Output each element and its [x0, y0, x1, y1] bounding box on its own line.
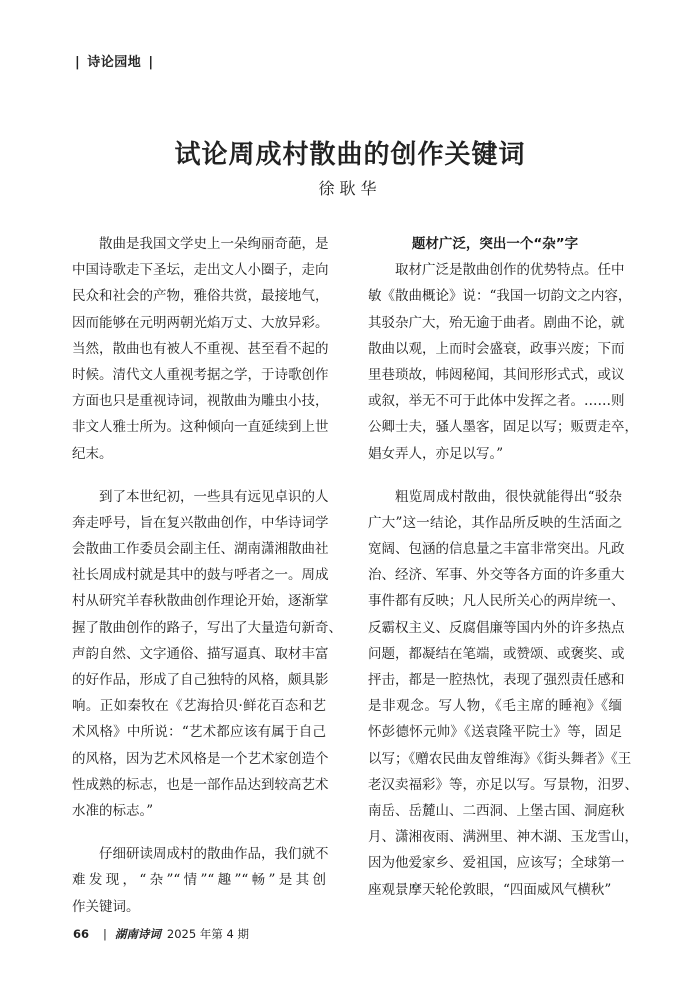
- article-author: 徐耿华: [318, 179, 382, 198]
- text-line: 娼女弄人，亦足以写。”: [368, 445, 504, 462]
- section-label-left-bar: |: [75, 55, 81, 70]
- text-line: 粗览周成村散曲，很快就能得出“驳杂: [395, 488, 622, 505]
- text-line: 社长周成村就是其中的鼓与呼者之一。周成: [72, 567, 329, 584]
- text-line: 或叙，举无不可于此体中发挥之者。……则: [368, 393, 625, 410]
- page-number: 66: [73, 927, 90, 941]
- text-line: 纪末。: [72, 445, 113, 462]
- paragraph: [72, 841, 329, 920]
- text-line: 抨击，都是一腔热忱，表现了强烈责任感和: [368, 672, 625, 688]
- text-line: 因而能够在元明两朝光焰万丈、大放异彩。: [72, 314, 329, 331]
- section-label-right-bar: |: [148, 55, 154, 70]
- text-line: 南岳、岳麓山、二西洞、上堡古国、洞庭秋: [368, 802, 625, 819]
- paragraph-gap: [72, 824, 326, 841]
- paragraph: [368, 257, 638, 467]
- text-line: 的风格，因为艺术风格是一个艺术家创造个: [72, 750, 329, 767]
- text-line: 宽阔、包涵的信息量之丰富非常突出。凡政: [368, 541, 625, 558]
- section-heading: 题材广泛，突出一个“杂”字: [411, 236, 579, 252]
- text-line: 取材广泛是散曲创作的优势特点。任中: [395, 262, 625, 279]
- footer-separator: |: [103, 927, 107, 941]
- text-line: 以写；《赠农民曲友曾维海》《街头舞者》《王: [368, 750, 632, 767]
- text-line: 会散曲工作委员会副主任、湖南潇湘散曲社: [72, 541, 329, 558]
- text-line: 问题，都凝结在笔端，或赞颂、或褒奖、或: [368, 645, 625, 662]
- text-line: 广大”这一结论，其作品所反映的生活面之: [368, 514, 622, 531]
- text-line: 仔细研读周成村的散曲作品，我们就不: [99, 846, 329, 863]
- text-line: 当然，散曲也有被人不重视、甚至看不起的: [72, 340, 329, 357]
- text-line: 反霸权主义、反腐倡廉等国内外的许多热点: [368, 619, 625, 636]
- right-column: [368, 231, 638, 903]
- text-line: 奔走呼号，旨在复兴散曲创作，中华诗词学: [72, 514, 329, 531]
- text-line: 响。正如秦牧在《艺海拾贝·鲜花百态和艺: [72, 698, 326, 715]
- text-line: 声韵自然、文字通俗、描写逼真、取材丰富: [72, 645, 329, 662]
- text-line: 方面也只是重视诗词，视散曲为雕虫小技，: [72, 393, 329, 410]
- section-label: [73, 51, 156, 70]
- left-column: [72, 231, 342, 920]
- text-line: 散曲以观，上而时会盛衰，政事兴废；下而: [368, 340, 625, 357]
- text-line: 其驳杂广大，殆无逾于曲者。剧曲不论，就: [368, 314, 625, 331]
- paragraph-gap: [72, 467, 326, 484]
- text-line: 是非观念。写人物，《毛主席的睡袍》《缅: [368, 698, 622, 715]
- text-line: 事件都有反映；凡人民所关心的两岸统一、: [368, 593, 625, 610]
- page-footer: [73, 926, 249, 942]
- text-line: 中国诗歌走下圣坛，走出文人小圈子，走向: [72, 262, 329, 279]
- text-line: 敏《散曲概论》说：“我国一切韵文之内容，: [368, 288, 632, 305]
- text-line: 非文人雅士所为。这种倾向一直延续到上世: [72, 419, 329, 436]
- paragraph-gap: [368, 467, 622, 484]
- text-line: 民众和社会的产物，雅俗共赏，最接地气，: [72, 288, 329, 305]
- text-line: 里巷琐故，帏闼秘闻，其间形形式式，或议: [368, 366, 625, 383]
- text-line: 到了本世纪初，一些具有远见卓识的人: [99, 488, 329, 505]
- text-line: 因为他爱家乡、爱祖国，应该写；全球第一: [368, 855, 625, 872]
- text-line: 性成熟的标志，也是一部作品达到较高艺术: [72, 776, 329, 793]
- text-line: 散曲是我国文学史上一朵绚丽奇葩，是: [99, 236, 329, 252]
- text-line: 作关键词。: [72, 898, 140, 915]
- text-line: 治、经济、军事、外交等各方面的许多重大: [368, 567, 625, 584]
- text-line: 难发现，“杂”“情”“趣”“畅”是其创: [72, 872, 326, 889]
- text-line: 公卿士夫，骚人墨客，固足以写；贩贾走卒，: [368, 419, 638, 436]
- paragraph: [72, 484, 342, 824]
- text-line: 水准的标志。”: [72, 802, 154, 819]
- text-line: 老汉卖福彩》等，亦足以写。写景物，汨罗、: [368, 776, 638, 793]
- text-line: 月、潇湘夜雨、满洲里、神木湖、玉龙雪山，: [368, 829, 638, 846]
- paragraph: [72, 231, 329, 467]
- text-line: 术风格》中所说：“艺术都应该有属于自己: [72, 724, 326, 741]
- text-line: 的好作品，形成了自己独特的风格，颇具影: [72, 672, 329, 688]
- text-line: 握了散曲创作的路子，写出了大量造句新奇、: [72, 619, 342, 636]
- paragraph: [368, 484, 638, 903]
- text-line: 座观景摩天轮伦敦眼，“四面威风气横秋”: [368, 881, 612, 898]
- text-line: 村从研究羊春秋散曲创作理论开始，逐渐掌: [72, 593, 329, 610]
- section-label-text: 诗论园地: [87, 55, 142, 70]
- text-line: 怀彭德怀元帅》《送袁隆平院士》等，固足: [368, 724, 622, 741]
- text-line: 时候。清代文人重视考据之学，于诗歌创作: [72, 366, 329, 383]
- article-title: 试论周成村散曲的创作关键词: [174, 140, 526, 170]
- journal-name: 湖南诗词: [114, 927, 161, 941]
- journal-issue: 2025 年第 4 期: [166, 927, 249, 941]
